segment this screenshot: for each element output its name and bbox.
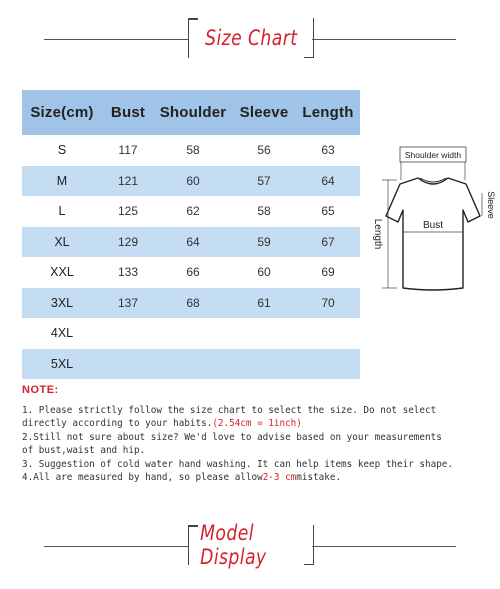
model-display-header — [0, 521, 500, 571]
table-row — [22, 349, 360, 380]
header-divider-right — [312, 39, 456, 40]
tshirt-icon — [370, 140, 495, 305]
note-line: 3. Suggestion of cold water hand washing. It can help items keep their shape. — [22, 458, 453, 470]
column-header-bust: Bust — [110, 104, 146, 121]
note-tolerance: 2-3 cm — [262, 472, 297, 484]
length-cell: 70 — [321, 295, 335, 310]
shoulder-width-label: Shoulder width — [404, 150, 462, 160]
table-row — [22, 318, 360, 349]
note-text: directly according to your habits. — [22, 418, 213, 430]
length-cell: 64 — [321, 173, 335, 188]
table-row — [22, 135, 360, 166]
size-cell: L — [58, 204, 66, 219]
shoulder-cell: 62 — [186, 204, 200, 219]
sleeve-cell: 58 — [257, 204, 271, 219]
size-cell: M — [56, 173, 68, 188]
sleeve-cell: 60 — [257, 265, 271, 280]
size-chart-title-box — [188, 18, 314, 58]
note-line — [22, 417, 492, 430]
bust-cell: 137 — [117, 295, 139, 310]
bust-cell: 129 — [117, 234, 139, 249]
table-row — [22, 227, 360, 258]
note-text: mistake. — [296, 472, 342, 484]
length-cell: 67 — [321, 234, 335, 249]
sleeve-cell: 56 — [257, 143, 271, 158]
column-header-shoulder: Shoulder — [159, 104, 227, 121]
length-label: Length — [372, 218, 383, 250]
table-row — [22, 166, 360, 197]
note-inch-conversion: (2.54cm = 1inch) — [212, 418, 302, 430]
header-divider-right — [312, 546, 456, 547]
sleeve-cell: 61 — [257, 295, 271, 310]
size-cell: XXL — [50, 265, 74, 280]
sleeve-cell: 59 — [257, 234, 271, 249]
note-line: 1. Please strictly follow the size chart to select the size. Do not select — [22, 405, 437, 416]
length-cell: 63 — [321, 143, 335, 158]
shoulder-cell: 68 — [186, 295, 200, 310]
bust-cell: 125 — [117, 204, 139, 219]
header-divider-left — [44, 39, 188, 40]
shoulder-cell: 64 — [186, 234, 200, 249]
size-table — [22, 90, 360, 379]
table-header-row — [22, 90, 360, 135]
column-header-length: Length — [302, 104, 354, 121]
note-line: of bust,waist and hip. — [22, 445, 146, 457]
note-line — [22, 471, 492, 484]
bust-cell: 121 — [117, 173, 139, 188]
shoulder-cell: 58 — [186, 143, 200, 158]
length-cell: 65 — [321, 204, 335, 219]
table-row — [22, 288, 360, 319]
column-header-sleeve: Sleeve — [239, 104, 289, 121]
tshirt-measurement-diagram — [370, 140, 495, 305]
notes-title: NOTE: — [22, 384, 59, 396]
size-chart-header — [0, 14, 500, 64]
note-text: 4.All are measured by hand, so please allow — [22, 472, 263, 484]
sleeve-label: Sleeve — [486, 191, 495, 219]
column-header-size: Size(cm) — [30, 104, 94, 121]
tshirt-outline — [386, 178, 480, 290]
notes-section — [22, 384, 492, 484]
model-display-title: Model Display — [200, 521, 267, 569]
size-cell: 4XL — [50, 326, 74, 341]
header-divider-left — [44, 546, 188, 547]
table-row — [22, 196, 360, 227]
bust-cell: 117 — [118, 143, 138, 158]
sleeve-cell: 57 — [257, 173, 271, 188]
bust-label: Bust — [422, 220, 444, 231]
size-cell: 5XL — [50, 356, 74, 371]
size-cell: XL — [54, 234, 70, 249]
shoulder-cell: 60 — [186, 173, 200, 188]
table-row — [22, 257, 360, 288]
model-display-title-box — [188, 521, 314, 569]
size-chart-title: Size Chart — [204, 26, 298, 50]
size-cell: 3XL — [50, 295, 74, 310]
length-cell: 69 — [321, 265, 335, 280]
note-line: 2.Still not sure about size? We'd love to advise based on your measurements — [22, 431, 442, 443]
size-cell: S — [57, 143, 67, 158]
shoulder-cell: 66 — [186, 265, 200, 280]
bust-cell: 133 — [117, 265, 139, 280]
